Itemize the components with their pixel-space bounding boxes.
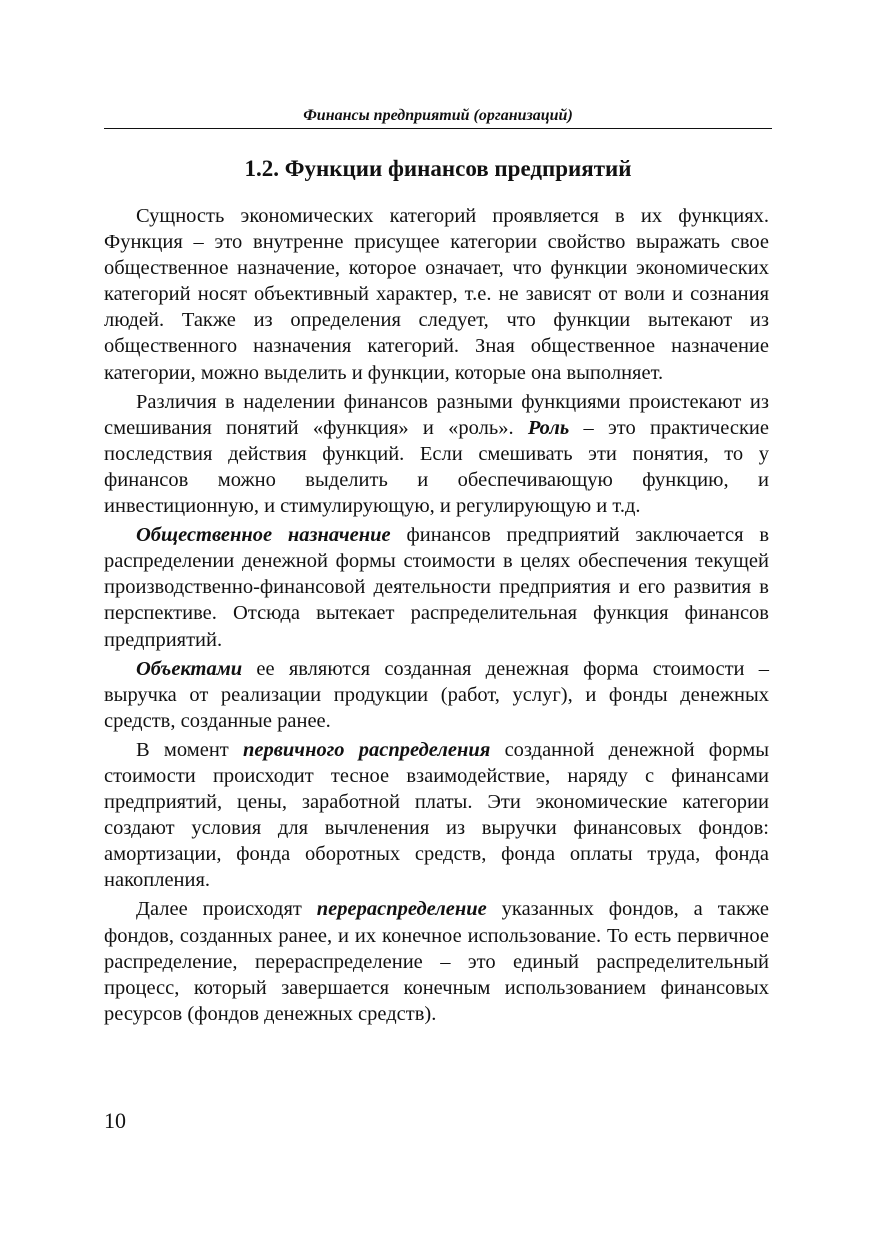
- paragraph-role-definition: [104, 389, 769, 519]
- paragraph-text: ее являются созданная денежная форма стоимости – выручка от реализации продукции (работ, услуг), и фонды денежных средств, созданные ранее.: [104, 657, 769, 732]
- paragraph-redistribution: [104, 896, 769, 1026]
- paragraph-text: Далее происходят: [136, 898, 317, 921]
- page-number: 10: [104, 1108, 126, 1133]
- term-primary-distribution: первичного распределения: [243, 738, 491, 761]
- running-header: Финансы предприятий (организаций): [303, 107, 573, 124]
- paragraph-text: – это практические последствия действия функций. Если смешивать эти понятия, то у финансов можно выделить и обеспечивающую функцию, и инвестиционную, и стимулирующую, и регулирующую и т.д.: [104, 416, 769, 518]
- term-role: Роль: [527, 416, 570, 439]
- term-objects: Объектами: [136, 657, 243, 680]
- header-rule: [104, 128, 772, 129]
- paragraph-text: В момент: [136, 738, 243, 761]
- paragraph-text: указанных фондов, а также фондов, созданных ранее, и их конечное использование. То есть первичное распределение, перераспределение – это единый распределительный процесс, который завершается конечным использованием финансовых ресурсов (фондов денежных средств).: [104, 898, 769, 1025]
- paragraph-primary-distribution: [104, 737, 769, 894]
- paragraph-objects: [104, 656, 769, 734]
- paragraph-essence-of-categories: [104, 203, 769, 386]
- body-text: [104, 203, 769, 1030]
- term-social-purpose: Общественное назначение: [136, 524, 391, 547]
- paragraph-text: финансов предприятий заключается в распределении денежной формы стоимости в целях обеспечения текущей производственно-финансовой деятельности предприятия и его развития в перспективе. Отсюда вытекает распределительная функция финансов предприятий.: [104, 524, 769, 651]
- section-title: 1.2. Функции финансов предприятий: [244, 156, 632, 181]
- paragraph-text: Сущность экономических категорий проявляется в их функциях. Функция – это внутренне присущее категории свойство выражать свое общественное назначение, которое означает, что функции экономических категорий носят объективный характер, т.е. не зависят от воли и сознания людей. Также из определения следует, что функции вытекают из общественного назначения категорий. Зная общественное назначение категории, можно выделить и функции, которые она выполняет.: [104, 205, 769, 384]
- paragraph-text: созданной денежной формы стоимости происходит тесное взаимодействие, наряду с финансами предприятий, цены, заработной платы. Эти экономические категории создают условия для вычленения из выручки финансовых фондов: амортизации, фонда оборотных средств, фонда оплаты труда, фонда накопления.: [104, 738, 769, 892]
- paragraph-text: Различия в наделении финансов разными функциями проистекают из смешивания понятий «функция» и «роль».: [104, 390, 769, 439]
- term-redistribution: перераспределение: [316, 898, 487, 921]
- paragraph-social-purpose: [104, 522, 769, 652]
